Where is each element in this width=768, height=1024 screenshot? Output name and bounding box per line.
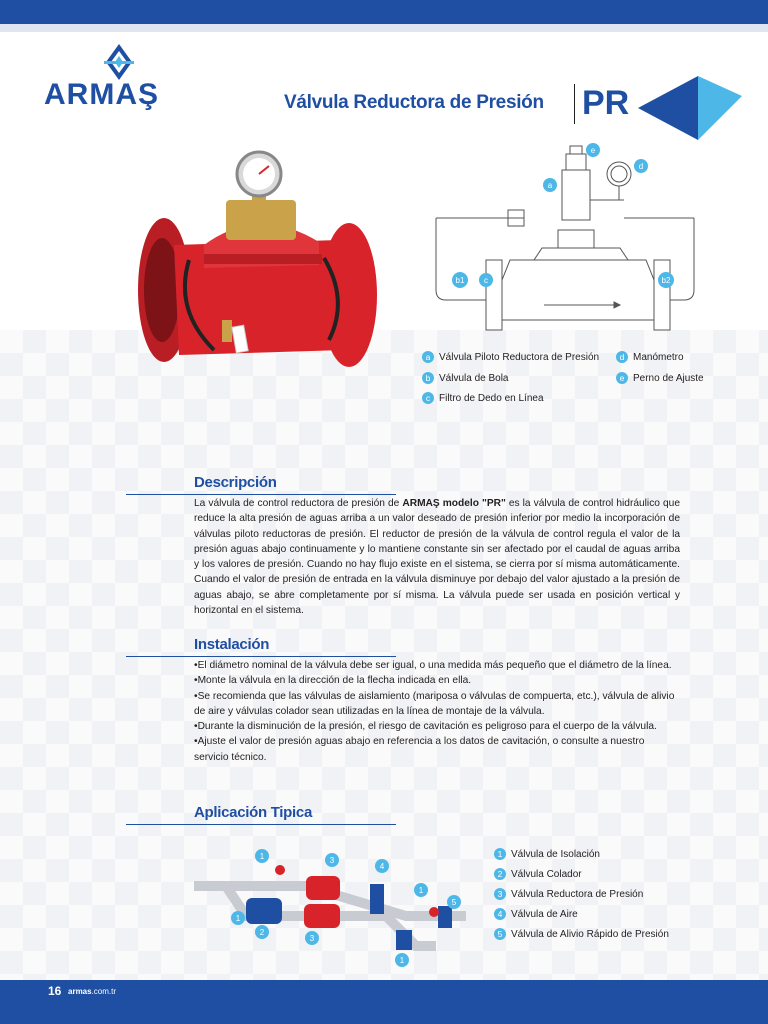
- legend-label: Válvula Piloto Reductora de Presión: [439, 351, 600, 363]
- legend-badge: b: [422, 372, 434, 384]
- descripcion-model-name: ARMAŞ modelo "PR": [402, 498, 506, 509]
- application-label: 3: [329, 856, 335, 865]
- website-link[interactable]: [68, 987, 116, 996]
- website-domain: armas: [68, 987, 92, 996]
- instalacion-item: •Monte la válvula en la dirección de la flecha indicada en ella.: [194, 675, 472, 687]
- title-divider: [574, 84, 575, 124]
- instalacion-list: [194, 658, 680, 765]
- logo-emblem-icon: [44, 42, 194, 82]
- legend-label: Válvula de Aire: [511, 908, 578, 920]
- legend-item: [616, 351, 684, 363]
- top-bar: [0, 0, 768, 24]
- valve-schematic: [424, 140, 708, 340]
- page-title: Válvula Reductora de Presión: [284, 92, 544, 113]
- diagram-label-c: c: [484, 276, 488, 285]
- legend-label: Manómetro: [633, 351, 684, 363]
- legend-badge: d: [616, 351, 628, 363]
- legend-badge: 2: [494, 868, 506, 880]
- legend-item: [616, 372, 704, 384]
- legend-badge: 5: [494, 928, 506, 940]
- instalacion-item: •Se recomienda que las válvulas de aislamiento (mariposa o válvulas de compuerta, etc.), válvula de alivio de aire y válvulas colador sean utilizadas en la línea de montaje de la válvula.: [194, 690, 675, 717]
- armas-logo: [44, 42, 194, 110]
- application-label: 3: [309, 934, 315, 943]
- legend-badge: e: [616, 372, 628, 384]
- product-code: PR: [582, 84, 630, 122]
- diagram-label-b2: b2: [661, 276, 671, 285]
- application-legend-item: [494, 848, 600, 860]
- section-divider: [126, 824, 396, 825]
- legend-badge: c: [422, 392, 434, 404]
- application-label: 1: [399, 956, 405, 965]
- application-legend-item: [494, 928, 669, 940]
- legend-badge: 4: [494, 908, 506, 920]
- application-label: 1: [259, 852, 265, 861]
- legend-badge: 3: [494, 888, 506, 900]
- valve-photo: [134, 150, 384, 390]
- legend-label: Perno de Ajuste: [633, 372, 704, 384]
- instalacion-item: •Durante la disminución de la presión, el riesgo de cavitación es peligroso para el cuerpo de la válvula.: [194, 721, 657, 733]
- instalacion-item: •El diámetro nominal de la válvula debe ser igual, o una medida más pequeño que el diámetro de la línea.: [194, 660, 672, 671]
- legend-label: Filtro de Dedo en Línea: [439, 392, 544, 404]
- legend-label: Válvula de Bola: [439, 372, 509, 384]
- website-suffix: .com.tr: [91, 987, 117, 996]
- legend-badge: 1: [494, 848, 506, 860]
- section-divider: [126, 656, 396, 657]
- legend-label: Válvula de Isolación: [511, 848, 600, 860]
- application-legend-item: [494, 888, 643, 900]
- diagram-label-e: e: [590, 146, 596, 155]
- application-label: 1: [235, 914, 241, 923]
- descripcion-text-before: La válvula de control reductora de presión de: [194, 498, 403, 509]
- legend-badge: a: [422, 351, 434, 363]
- arrow-left-icon: [638, 76, 742, 140]
- diagram-label-b1: b1: [455, 276, 465, 285]
- descripcion-text: [194, 496, 680, 618]
- legend-label: Válvula Reductora de Presión: [511, 888, 644, 900]
- application-legend-item: [494, 868, 582, 880]
- typical-application-image: [186, 846, 476, 972]
- application-legend-item: [494, 908, 578, 920]
- aplicacion-heading: Aplicación Tipica: [194, 804, 312, 821]
- instalacion-item: •Ajuste el valor de presión aguas abajo en referencia a los datos de cavitación, o consulte a nuestro servicio técnico.: [194, 736, 645, 763]
- legend-item: [422, 372, 509, 384]
- page-number: 16: [48, 984, 62, 998]
- application-label: 2: [259, 928, 265, 937]
- legend-item: [422, 392, 544, 404]
- application-label: 1: [418, 886, 424, 895]
- top-bar-accent: [0, 24, 768, 32]
- brand-name: ARMAŞ: [44, 78, 159, 111]
- diagram-label-a: a: [547, 181, 553, 190]
- descripcion-text-after: es la válvula de control hidráulico que reduce la alta presión de aguas arriba a un valor deseado de presión inferior por medio la incorporación de válvulas piloto reductoras de presión. El reductor de presión de la válvula de control regula el valor de la presión aguas abajo continuamente y lo mantiene constante sin ser afectado por el caudal de aguas arriba y los valores de presión. Cuando no hay flujo existe en el sistema, se cierra por sí misma automáticamente. Cuando el valor de presión de entrada en la válvula disminuye por debajo del valor ajustado a la presión de aguas abajo, se abre completamente por sí misma. La válvula puede ser usada en posición vertical y horizontal en el sistema.: [194, 498, 680, 617]
- descripcion-heading: Descripción: [194, 474, 277, 491]
- instalacion-heading: Instalación: [194, 636, 270, 653]
- legend-label: Válvula de Alivio Rápido de Presión: [511, 928, 669, 940]
- diagram-label-d: d: [638, 162, 644, 171]
- legend-label: Válvula Colador: [511, 868, 582, 880]
- legend-item: [422, 351, 599, 363]
- application-label: 5: [451, 898, 457, 907]
- section-divider: [126, 494, 396, 495]
- application-label: 4: [379, 862, 385, 871]
